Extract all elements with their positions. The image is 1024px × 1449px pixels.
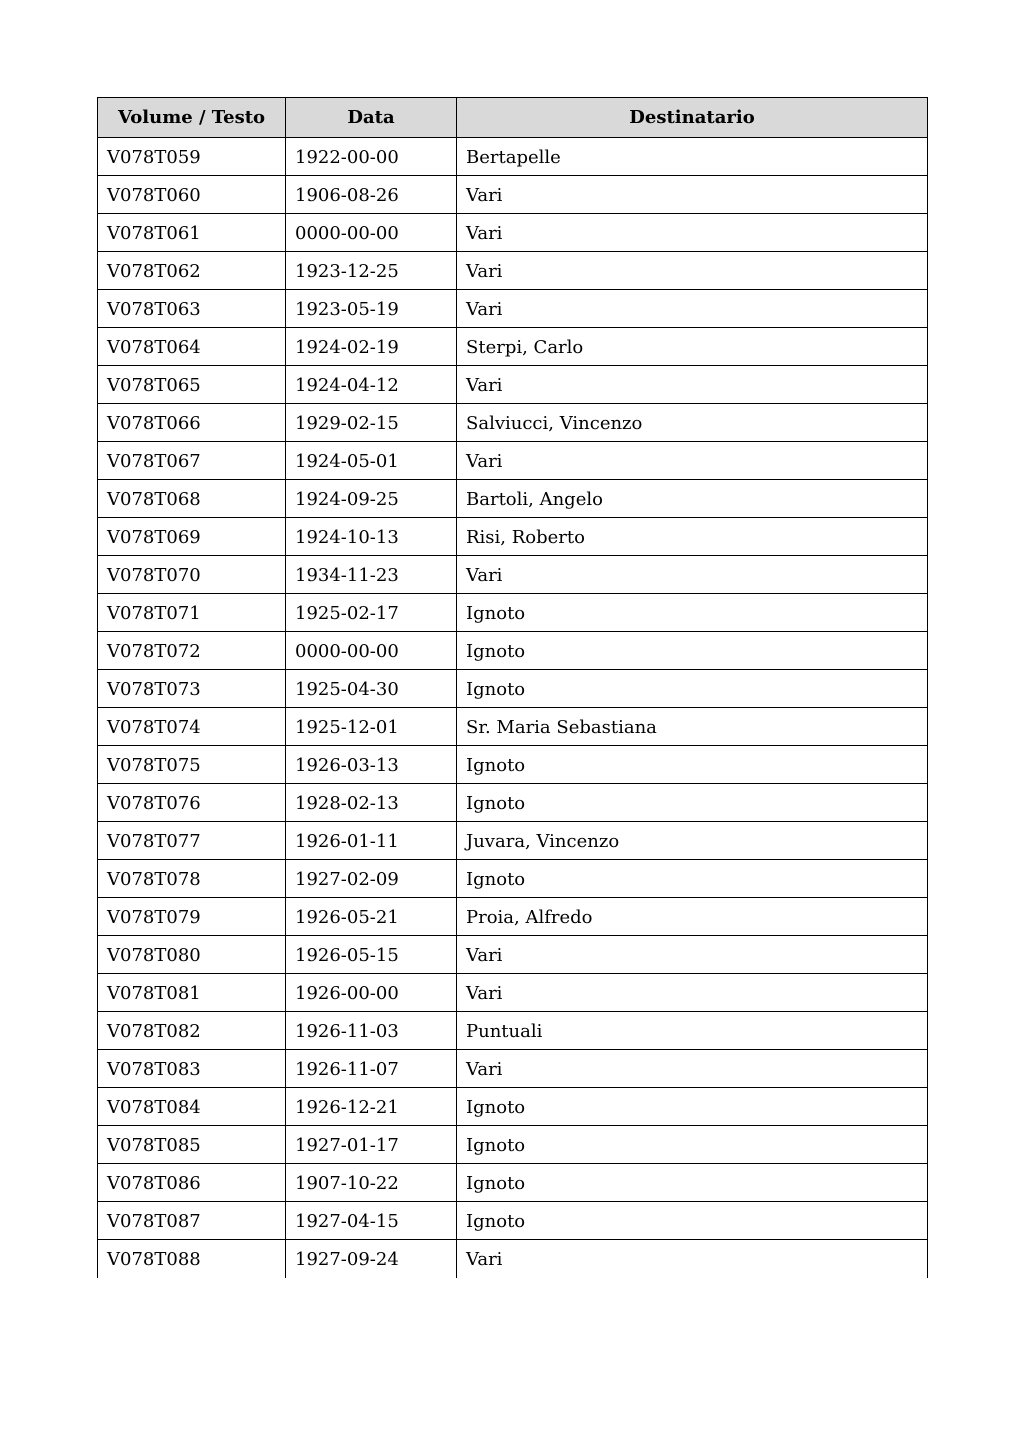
cell-data: 1926-05-21 — [286, 898, 457, 936]
table-row — [98, 518, 928, 556]
cell-data: 1928-02-13 — [286, 784, 457, 822]
cell-data: 1926-11-07 — [286, 1050, 457, 1088]
cell-data: 1924-09-25 — [286, 480, 457, 518]
table-row — [98, 1088, 928, 1126]
cell-volume-testo: V078T069 — [98, 518, 286, 556]
cell-data: 1926-00-00 — [286, 974, 457, 1012]
cell-destinatario: Ignoto — [457, 670, 928, 708]
table-row — [98, 1240, 928, 1278]
cell-destinatario: Vari — [457, 936, 928, 974]
cell-volume-testo: V078T070 — [98, 556, 286, 594]
cell-destinatario: Ignoto — [457, 1088, 928, 1126]
cell-destinatario: Puntuali — [457, 1012, 928, 1050]
cell-data: 1927-01-17 — [286, 1126, 457, 1164]
cell-destinatario: Vari — [457, 1050, 928, 1088]
cell-volume-testo: V078T074 — [98, 708, 286, 746]
cell-data: 1926-03-13 — [286, 746, 457, 784]
cell-destinatario: Bartoli, Angelo — [457, 480, 928, 518]
cell-volume-testo: V078T076 — [98, 784, 286, 822]
document-page — [97, 97, 927, 1278]
cell-volume-testo: V078T072 — [98, 632, 286, 670]
cell-data: 1927-02-09 — [286, 860, 457, 898]
header-volume-testo: Volume / Testo — [98, 98, 286, 138]
cell-volume-testo: V078T066 — [98, 404, 286, 442]
cell-data: 1924-02-19 — [286, 328, 457, 366]
table-row — [98, 1012, 928, 1050]
table-row — [98, 746, 928, 784]
table-row — [98, 1126, 928, 1164]
table-row — [98, 1164, 928, 1202]
cell-volume-testo: V078T077 — [98, 822, 286, 860]
cell-volume-testo: V078T063 — [98, 290, 286, 328]
cell-volume-testo: V078T065 — [98, 366, 286, 404]
cell-volume-testo: V078T078 — [98, 860, 286, 898]
table-row — [98, 632, 928, 670]
cell-volume-testo: V078T084 — [98, 1088, 286, 1126]
cell-destinatario: Ignoto — [457, 632, 928, 670]
table-row — [98, 176, 928, 214]
cell-destinatario: Ignoto — [457, 1164, 928, 1202]
cell-volume-testo: V078T071 — [98, 594, 286, 632]
cell-data: 0000-00-00 — [286, 214, 457, 252]
table-row — [98, 1202, 928, 1240]
cell-destinatario: Vari — [457, 1240, 928, 1278]
cell-volume-testo: V078T083 — [98, 1050, 286, 1088]
cell-data: 1926-11-03 — [286, 1012, 457, 1050]
cell-data: 1922-00-00 — [286, 138, 457, 176]
cell-data: 1907-10-22 — [286, 1164, 457, 1202]
table-row — [98, 290, 928, 328]
table-row — [98, 784, 928, 822]
cell-data: 1926-05-15 — [286, 936, 457, 974]
table-row — [98, 1050, 928, 1088]
cell-destinatario: Vari — [457, 176, 928, 214]
cell-volume-testo: V078T073 — [98, 670, 286, 708]
table-body — [98, 138, 928, 1278]
cell-data: 1906-08-26 — [286, 176, 457, 214]
cell-destinatario: Vari — [457, 974, 928, 1012]
table-row — [98, 670, 928, 708]
table-row — [98, 860, 928, 898]
cell-destinatario: Risi, Roberto — [457, 518, 928, 556]
table-row — [98, 252, 928, 290]
cell-destinatario: Juvara, Vincenzo — [457, 822, 928, 860]
table-row — [98, 898, 928, 936]
table-row — [98, 328, 928, 366]
cell-data: 1923-12-25 — [286, 252, 457, 290]
cell-volume-testo: V078T080 — [98, 936, 286, 974]
table-row — [98, 214, 928, 252]
cell-data: 1925-04-30 — [286, 670, 457, 708]
table-row — [98, 442, 928, 480]
cell-destinatario: Vari — [457, 366, 928, 404]
cell-data: 1925-12-01 — [286, 708, 457, 746]
cell-volume-testo: V078T061 — [98, 214, 286, 252]
cell-volume-testo: V078T088 — [98, 1240, 286, 1278]
cell-volume-testo: V078T082 — [98, 1012, 286, 1050]
cell-data: 1934-11-23 — [286, 556, 457, 594]
header-destinatario: Destinatario — [457, 98, 928, 138]
table-header-row — [98, 98, 928, 138]
cell-volume-testo: V078T079 — [98, 898, 286, 936]
cell-destinatario: Ignoto — [457, 860, 928, 898]
cell-destinatario: Sr. Maria Sebastiana — [457, 708, 928, 746]
table-row — [98, 594, 928, 632]
table-row — [98, 822, 928, 860]
table-row — [98, 936, 928, 974]
cell-destinatario: Vari — [457, 252, 928, 290]
table-row — [98, 404, 928, 442]
cell-destinatario: Sterpi, Carlo — [457, 328, 928, 366]
cell-destinatario: Vari — [457, 214, 928, 252]
cell-volume-testo: V078T087 — [98, 1202, 286, 1240]
cell-data: 1923-05-19 — [286, 290, 457, 328]
cell-data: 1924-10-13 — [286, 518, 457, 556]
cell-volume-testo: V078T059 — [98, 138, 286, 176]
cell-volume-testo: V078T060 — [98, 176, 286, 214]
cell-data: 1926-01-11 — [286, 822, 457, 860]
cell-data: 1926-12-21 — [286, 1088, 457, 1126]
cell-destinatario: Bertapelle — [457, 138, 928, 176]
cell-volume-testo: V078T068 — [98, 480, 286, 518]
table-row — [98, 974, 928, 1012]
cell-destinatario: Ignoto — [457, 1202, 928, 1240]
cell-data: 0000-00-00 — [286, 632, 457, 670]
cell-destinatario: Vari — [457, 290, 928, 328]
cell-data: 1929-02-15 — [286, 404, 457, 442]
cell-data: 1924-04-12 — [286, 366, 457, 404]
cell-volume-testo: V078T067 — [98, 442, 286, 480]
table-row — [98, 138, 928, 176]
table-row — [98, 366, 928, 404]
cell-destinatario: Vari — [457, 556, 928, 594]
cell-volume-testo: V078T075 — [98, 746, 286, 784]
cell-data: 1925-02-17 — [286, 594, 457, 632]
cell-destinatario: Ignoto — [457, 746, 928, 784]
cell-destinatario: Ignoto — [457, 784, 928, 822]
table-row — [98, 556, 928, 594]
cell-destinatario: Salviucci, Vincenzo — [457, 404, 928, 442]
cell-data: 1924-05-01 — [286, 442, 457, 480]
cell-volume-testo: V078T062 — [98, 252, 286, 290]
table-row — [98, 480, 928, 518]
cell-volume-testo: V078T086 — [98, 1164, 286, 1202]
cell-data: 1927-04-15 — [286, 1202, 457, 1240]
cell-volume-testo: V078T081 — [98, 974, 286, 1012]
letters-table — [97, 97, 928, 1278]
header-data: Data — [286, 98, 457, 138]
cell-destinatario: Proia, Alfredo — [457, 898, 928, 936]
cell-volume-testo: V078T085 — [98, 1126, 286, 1164]
cell-data: 1927-09-24 — [286, 1240, 457, 1278]
cell-destinatario: Vari — [457, 442, 928, 480]
table-row — [98, 708, 928, 746]
cell-volume-testo: V078T064 — [98, 328, 286, 366]
cell-destinatario: Ignoto — [457, 1126, 928, 1164]
cell-destinatario: Ignoto — [457, 594, 928, 632]
